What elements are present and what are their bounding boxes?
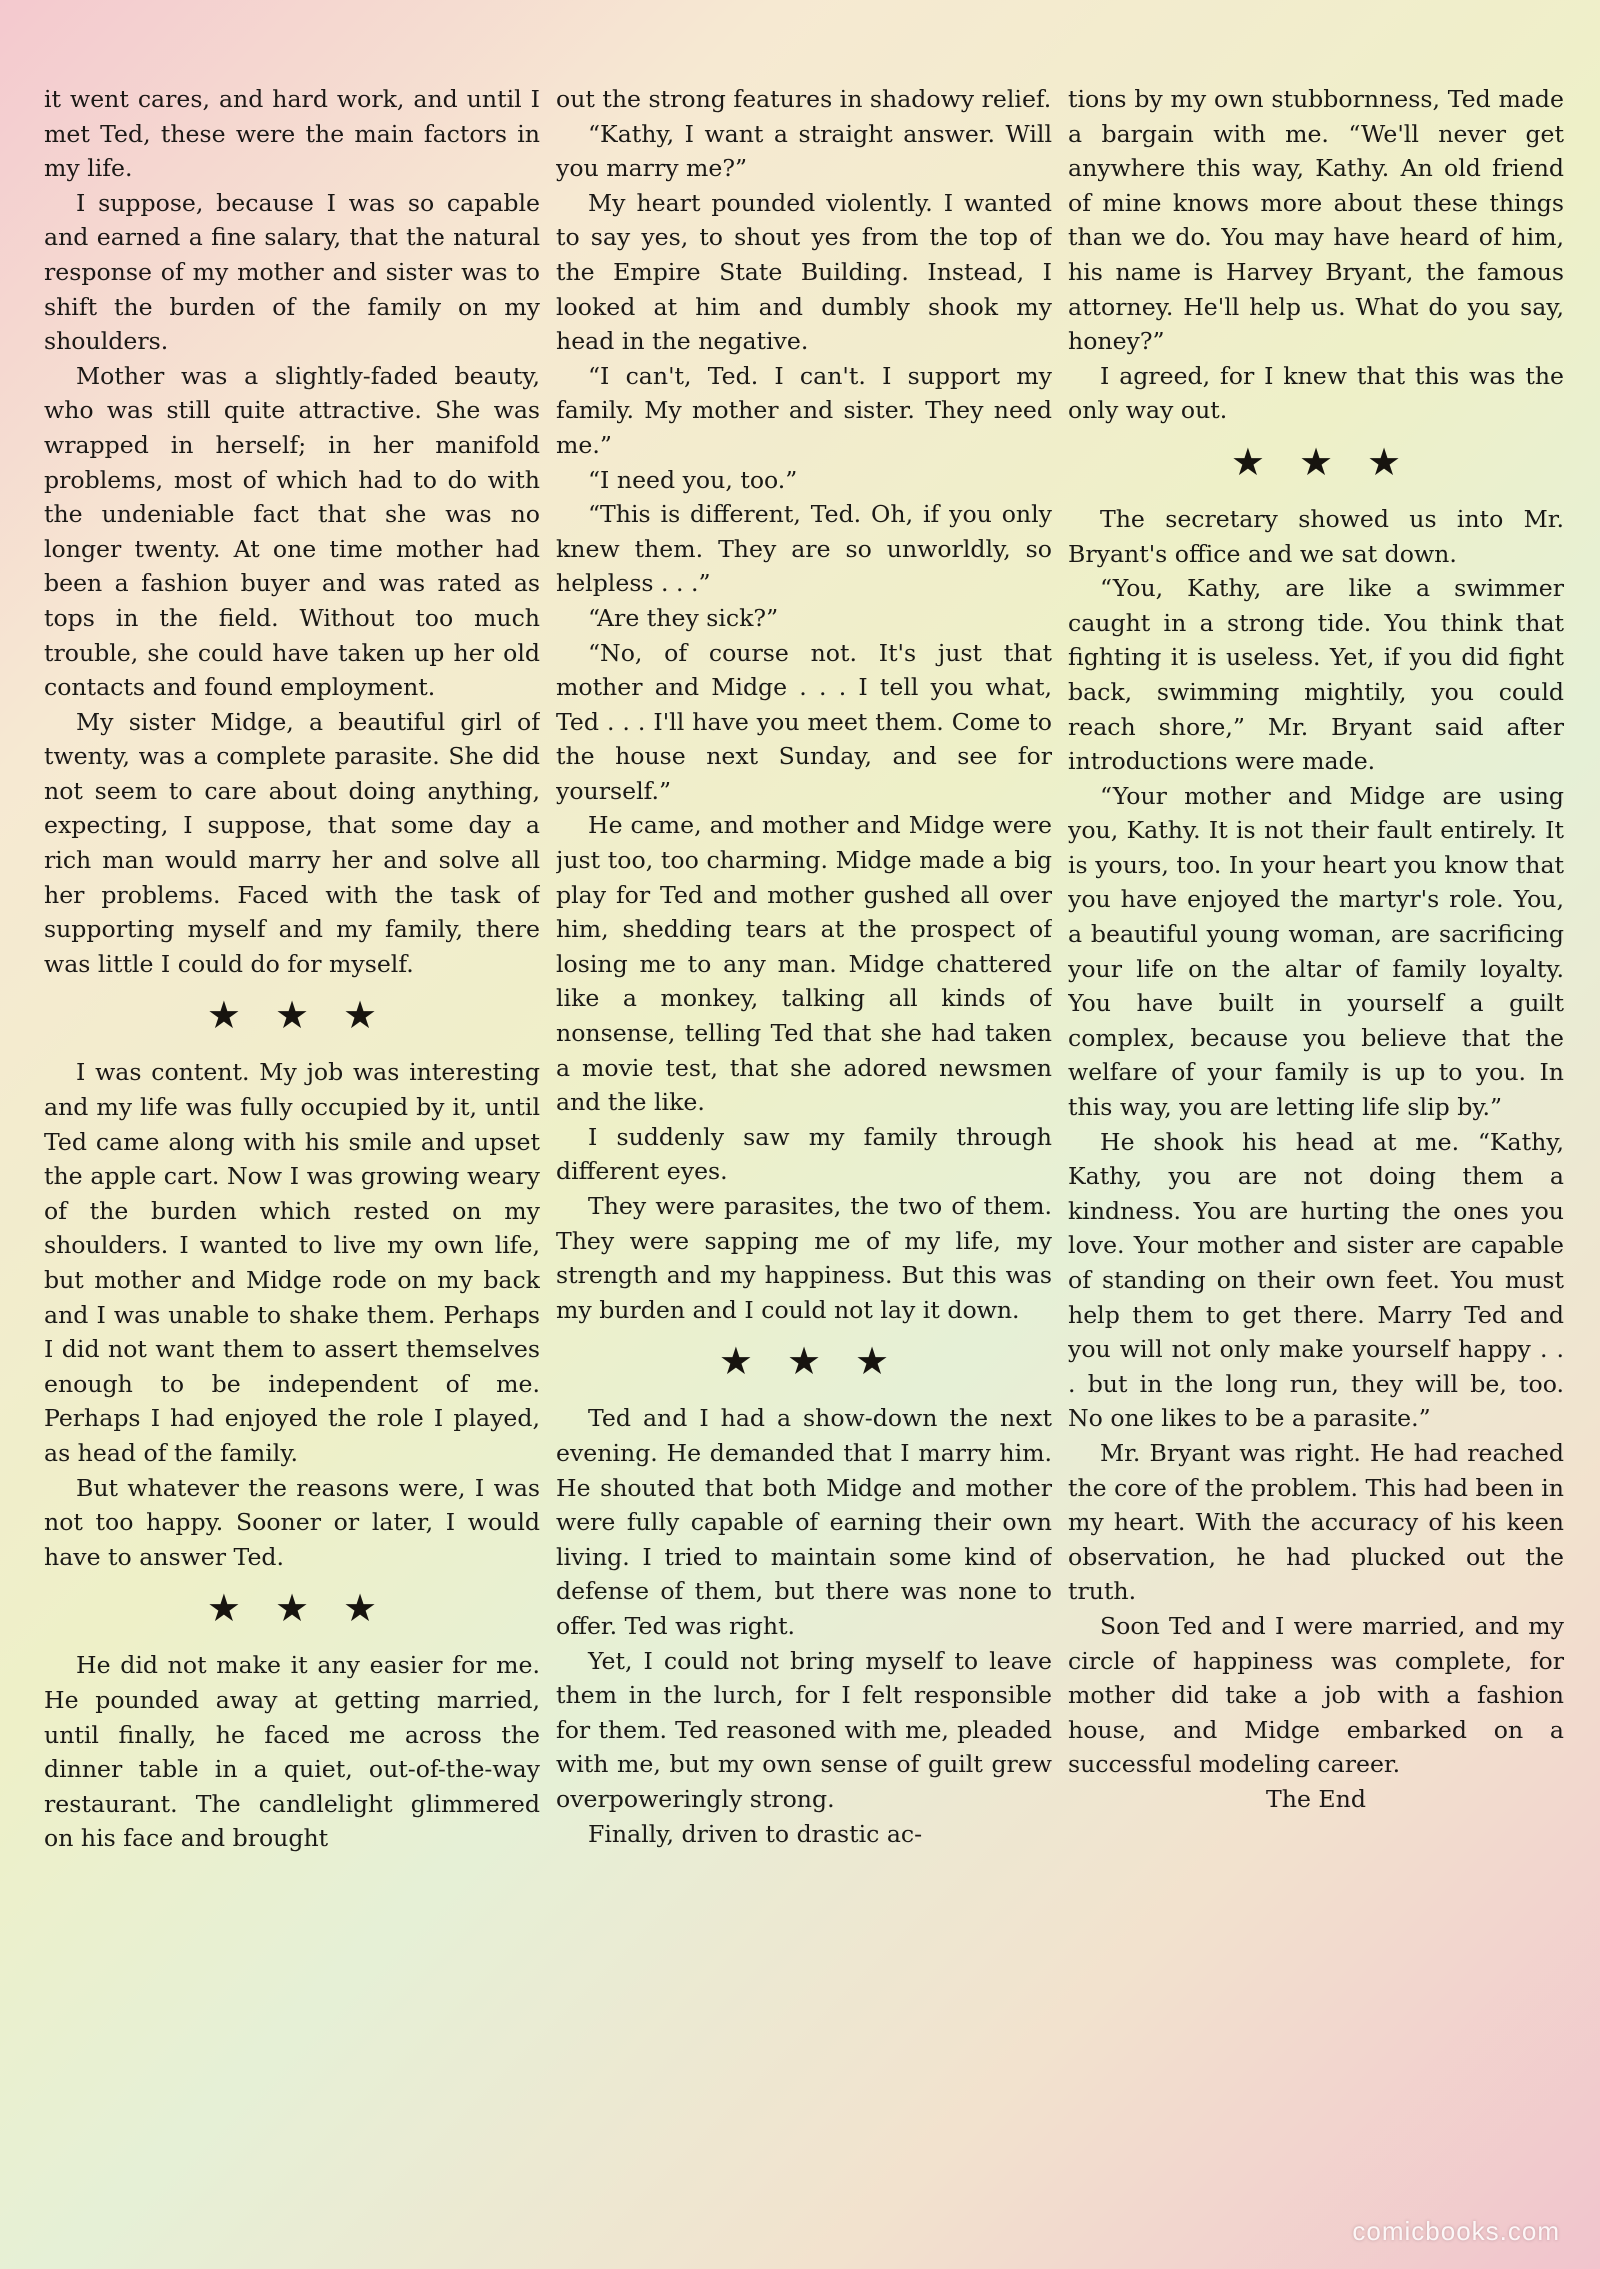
star-icon: ★: [1230, 439, 1265, 484]
star-icon: ★: [274, 1586, 310, 1631]
paragraph: “This is different, Ted. Oh, if you only knew them. They are so unworldly, so helpless . . .”: [556, 500, 1052, 598]
paragraph: My sister Midge, a beautiful girl of twenty, was a complete parasite. She did not seem to care about doing anything, expecting, I suppose, that some day a rich man would marry her and solve all her problems. Faced with the task of supporting myself and my family, there was little I could do for myself.: [44, 707, 540, 978]
the-end-label: The End: [1266, 1784, 1366, 1813]
paragraph: Yet, I could not bring myself to leave them in the lurch, for I felt responsible for them. Ted reasoned with me, pleaded with me, but my own sense of guilt grew overpoweringly strong.: [556, 1646, 1052, 1813]
section-break-stars: [44, 993, 540, 1038]
paragraph: “You, Kathy, are like a swimmer caught in a strong tide. You think that fighting it is useless. Yet, if you did fight back, swimming mightily, you could reach shore,” Mr. Bryant said after introductions were made.: [1068, 574, 1564, 776]
section-break-stars: [556, 1339, 1052, 1384]
paragraph: Finally, driven to drastic ac-: [588, 1819, 923, 1848]
paragraph: Mr. Bryant was right. He had reached the core of the problem. This had been in my heart. With the accuracy of his keen observation, he had plucked out the truth.: [1068, 1438, 1564, 1606]
paragraph: I suddenly saw my family through different eyes.: [556, 1122, 1052, 1186]
story-page: [44, 82, 1564, 2162]
paragraph: But whatever the reasons were, I was not too happy. Sooner or later, I would have to answer Ted.: [44, 1473, 540, 1571]
star-icon: ★: [343, 1586, 378, 1631]
paragraph: “No, of course not. It's just that mother and Midge . . . I tell you what, Ted . . . I'll have you meet them. Come to the house next Sunday, and see for yourself.”: [556, 638, 1052, 805]
star-icon: ★: [786, 1339, 822, 1384]
star-icon: ★: [206, 993, 241, 1038]
paragraph: “Are they sick?”: [588, 603, 779, 632]
watermark-text: comicbooks.com: [1352, 2216, 1560, 2246]
paragraph: “I can't, Ted. I can't. I support my family. My mother and sister. They need me.”: [556, 361, 1052, 459]
star-icon: ★: [274, 993, 310, 1038]
paragraph: tions by my own stubbornness, Ted made a bargain with me. “We'll never get anywhere this way, Kathy. An old friend of mine knows more about these things than we do. You may have heard of him, his name is Harvey Bryant, the famous attorney. He'll help us. What do you say, honey?”: [1068, 85, 1564, 356]
star-icon: ★: [855, 1339, 890, 1384]
paragraph: He came, and mother and Midge were just too, too charming. Midge made a big play for Ted and mother gushed all over him, shedding tears at the prospect of losing me to any man. Midge chattered like a monkey, talking all kinds of nonsense, telling Ted that she had taken a movie test, that she adored newsmen and the like.: [556, 811, 1052, 1117]
paragraph: The secretary showed us into Mr. Bryant's office and we sat down.: [1068, 504, 1564, 568]
star-icon: ★: [206, 1586, 241, 1631]
section-break-stars: [1068, 439, 1564, 484]
paragraph: “Kathy, I want a straight answer. Will you marry me?”: [556, 119, 1052, 183]
paragraph: “I need you, too.”: [588, 465, 798, 494]
paragraph: I suppose, because I was so capable and earned a fine salary, that the natural response of my mother and sister was to shift the burden of the family on my shoulders.: [44, 188, 540, 356]
star-icon: ★: [718, 1339, 753, 1384]
paragraph: Ted and I had a show-down the next evening. He demanded that I marry him. He shouted that both Midge and mother were fully capable of earning their own living. I tried to maintain some kind of defense of them, but there was none to offer. Ted was right.: [556, 1404, 1052, 1640]
column-1: [44, 82, 540, 2162]
paragraph: My heart pounded violently. I wanted to say yes, to shout yes from the top of the Empire State Building. Instead, I looked at him and dumbly shook my head in the negative.: [556, 188, 1052, 356]
star-icon: ★: [1298, 439, 1334, 484]
column-3: [1068, 82, 1564, 2162]
star-icon: ★: [343, 993, 378, 1038]
paragraph: They were parasites, the two of them. They were sapping me of my life, my strength and my happiness. But this was my burden and I could not lay it down.: [556, 1192, 1052, 1324]
paragraph: Soon Ted and I were married, and my circle of happiness was complete, for mother did take a job with a fashion house, and Midge embarked on a successful modeling career.: [1068, 1611, 1564, 1779]
paragraph: out the strong features in shadowy relief.: [556, 85, 1052, 113]
column-2: [556, 82, 1052, 2162]
star-icon: ★: [1367, 439, 1402, 484]
paragraph: Mother was a slightly-faded beauty, who was still quite attractive. She was wrapped in herself; in her manifold problems, most of which had to do with the undeniable fact that she was no longer twenty. At one time mother had been a fashion buyer and was rated as tops in the field. Without too much trouble, she could have taken up her old contacts and found employment.: [44, 361, 540, 702]
paragraph: I agreed, for I knew that this was the only way out.: [1068, 361, 1564, 425]
paragraph: I was content. My job was interesting and my life was fully occupied by it, until Ted came along with his smile and upset the apple cart. Now I was growing weary of the burden which rested on my shoulders. I wanted to live my own life, but mother and Midge rode on my back and I was unable to shake them. Perhaps I did not want them to assert themselves enough to be independent of me. Perhaps I had enjoyed the role I played, as head of the family.: [44, 1058, 540, 1467]
paragraph: “Your mother and Midge are using you, Kathy. It is not their fault entirely. It is yours, too. In your heart you know that you have enjoyed the martyr's role. You, a beautiful young woman, are sacrificing your life on the altar of family loyalty. You have built in yourself a guilt complex, because you believe that the welfare of your family is up to you. In this way, you are letting life slip by.”: [1068, 781, 1564, 1122]
paragraph: He shook his head at me. “Kathy, Kathy, you are not doing them a kindness. You are hurting the ones you love. Your mother and sister are capable of standing on their own feet. You must help them to get there. Marry Ted and you will not only make yourself happy . . . but in the long run, they will be, too. No one likes to be a parasite.”: [1068, 1127, 1564, 1433]
section-break-stars: [44, 1586, 540, 1631]
paragraph: He did not make it any easier for me. He pounded away at getting married, until finally, he faced me across the dinner table in a quiet, out-of-the-way restaurant. The candlelight glimmered on his face and brought: [44, 1651, 540, 1853]
paragraph: it went cares, and hard work, and until I met Ted, these were the main factors in my life.: [44, 85, 540, 183]
